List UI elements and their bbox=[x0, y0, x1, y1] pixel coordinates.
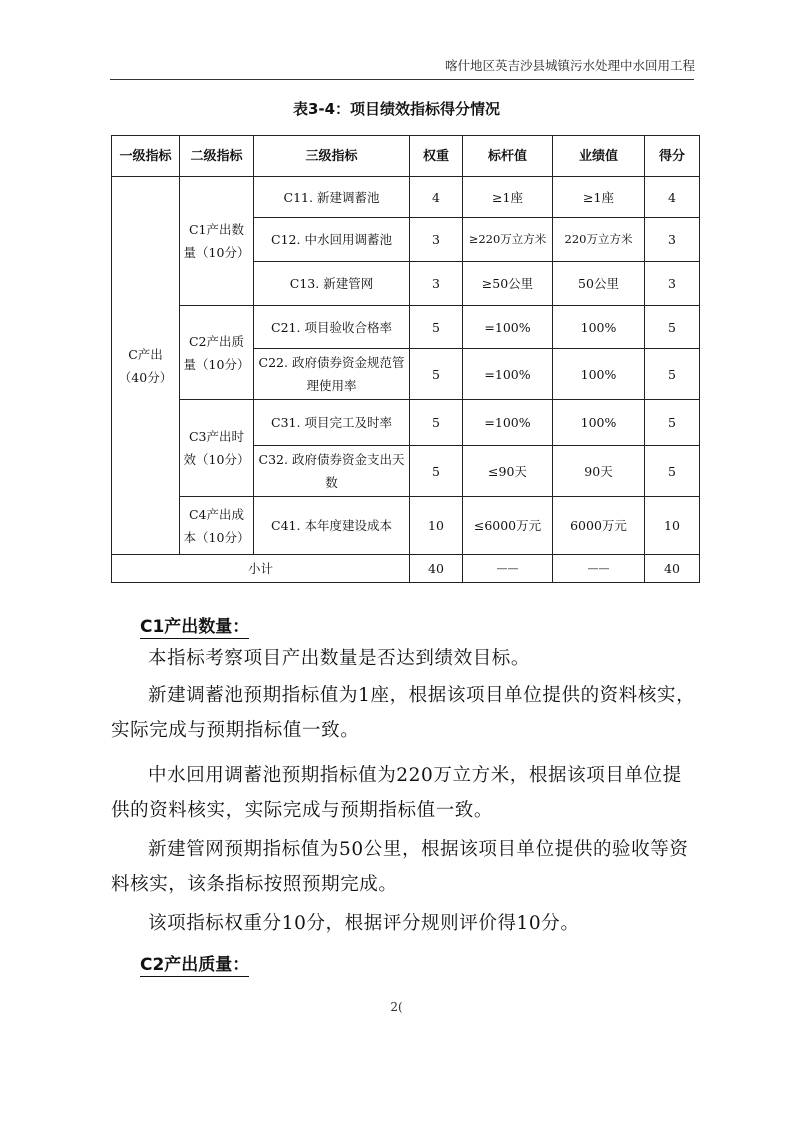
paragraph bbox=[111, 641, 696, 676]
indicator-cell: C31. 项目完工及时率 bbox=[254, 400, 410, 446]
paragraph bbox=[111, 832, 696, 902]
indicator-cell: C32. 政府债券资金支出天数 bbox=[254, 446, 410, 497]
actual-cell: 90天 bbox=[553, 446, 645, 497]
section-heading: C1产出数量： bbox=[140, 612, 249, 639]
weight-cell: 5 bbox=[410, 306, 463, 349]
paragraph-text: 新建调蓄池预期指标值为1座，根据该项目单位提供的资料核实，实际完成与预期指标值一致。 bbox=[111, 685, 696, 741]
level2-cell: C4产出成本（10分） bbox=[180, 497, 254, 555]
page-number: 2( bbox=[390, 1000, 403, 1014]
table-row bbox=[112, 400, 700, 446]
actual-cell: ≥1座 bbox=[553, 177, 645, 218]
header-weight: 权重 bbox=[410, 136, 463, 177]
header-rule bbox=[110, 79, 694, 80]
indicator-cell: C13. 新建管网 bbox=[254, 262, 410, 306]
benchmark-cell: =100% bbox=[463, 349, 553, 400]
subtotal-weight: 40 bbox=[410, 555, 463, 583]
table-row bbox=[112, 177, 700, 218]
score-cell: 5 bbox=[645, 306, 700, 349]
paragraph bbox=[111, 906, 696, 941]
indicator-cell: C41. 本年度建设成本 bbox=[254, 497, 410, 555]
level2-cell: C3产出时效（10分） bbox=[180, 400, 254, 497]
score-cell: 5 bbox=[645, 349, 700, 400]
table-caption: 表3-4：项目绩效指标得分情况 bbox=[292, 100, 501, 118]
indicator-cell: C12. 中水回用调蓄池 bbox=[254, 218, 410, 262]
subtotal-row bbox=[112, 555, 700, 583]
header-actual: 业绩值 bbox=[553, 136, 645, 177]
subtotal-actual: —— bbox=[553, 555, 645, 583]
header-level3: 三级指标 bbox=[254, 136, 410, 177]
paragraph-text: 中水回用调蓄池预期指标值为220万立方米，根据该项目单位提供的资料核实，实际完成与预期指标值一致。 bbox=[111, 765, 682, 821]
indicator-cell: C21. 项目验收合格率 bbox=[254, 306, 410, 349]
level2-cell: C1产出数量（10分） bbox=[180, 177, 254, 306]
level1-cell: C产出（40分） bbox=[112, 177, 180, 555]
subtotal-benchmark: —— bbox=[463, 555, 553, 583]
subtotal-label: 小计 bbox=[112, 555, 410, 583]
table-row bbox=[112, 306, 700, 349]
score-cell: 3 bbox=[645, 218, 700, 262]
paragraph bbox=[111, 758, 696, 828]
indicator-cell: C22. 政府债券资金规范管理使用率 bbox=[254, 349, 410, 400]
subtotal-score: 40 bbox=[645, 555, 700, 583]
weight-cell: 3 bbox=[410, 218, 463, 262]
weight-cell: 3 bbox=[410, 262, 463, 306]
score-cell: 3 bbox=[645, 262, 700, 306]
header-score: 得分 bbox=[645, 136, 700, 177]
level2-cell: C2产出质量（10分） bbox=[180, 306, 254, 400]
header-benchmark: 标杆值 bbox=[463, 136, 553, 177]
header-level2: 二级指标 bbox=[180, 136, 254, 177]
indicator-cell: C11. 新建调蓄池 bbox=[254, 177, 410, 218]
benchmark-cell: ≥1座 bbox=[463, 177, 553, 218]
weight-cell: 4 bbox=[410, 177, 463, 218]
paragraph-text: 该项指标权重分10分，根据评分规则评价得10分。 bbox=[148, 913, 580, 934]
section-heading: C2产出质量： bbox=[140, 950, 249, 977]
actual-cell: 100% bbox=[553, 306, 645, 349]
benchmark-cell: =100% bbox=[463, 400, 553, 446]
performance-score-table bbox=[111, 135, 700, 583]
benchmark-cell: ≥220万立方米 bbox=[463, 218, 553, 262]
paragraph bbox=[111, 678, 696, 748]
page-header-title: 喀什地区英吉沙县城镇污水处理中水回用工程 bbox=[444, 58, 695, 73]
table-row bbox=[112, 497, 700, 555]
benchmark-cell: ≥50公里 bbox=[463, 262, 553, 306]
paragraph-text: 本指标考察项目产出数量是否达到绩效目标。 bbox=[148, 648, 531, 669]
weight-cell: 5 bbox=[410, 446, 463, 497]
actual-cell: 100% bbox=[553, 400, 645, 446]
weight-cell: 10 bbox=[410, 497, 463, 555]
benchmark-cell: =100% bbox=[463, 306, 553, 349]
benchmark-cell: ≤6000万元 bbox=[463, 497, 553, 555]
actual-cell: 100% bbox=[553, 349, 645, 400]
score-cell: 10 bbox=[645, 497, 700, 555]
benchmark-cell: ≤90天 bbox=[463, 446, 553, 497]
score-cell: 5 bbox=[645, 400, 700, 446]
actual-cell: 50公里 bbox=[553, 262, 645, 306]
score-cell: 5 bbox=[645, 446, 700, 497]
weight-cell: 5 bbox=[410, 349, 463, 400]
header-level1: 一级指标 bbox=[112, 136, 180, 177]
actual-cell: 220万立方米 bbox=[553, 218, 645, 262]
paragraph-text: 新建管网预期指标值为50公里，根据该项目单位提供的验收等资料核实，该条指标按照预期完成。 bbox=[111, 839, 689, 895]
weight-cell: 5 bbox=[410, 400, 463, 446]
table-header-row bbox=[112, 136, 700, 177]
score-cell: 4 bbox=[645, 177, 700, 218]
actual-cell: 6000万元 bbox=[553, 497, 645, 555]
